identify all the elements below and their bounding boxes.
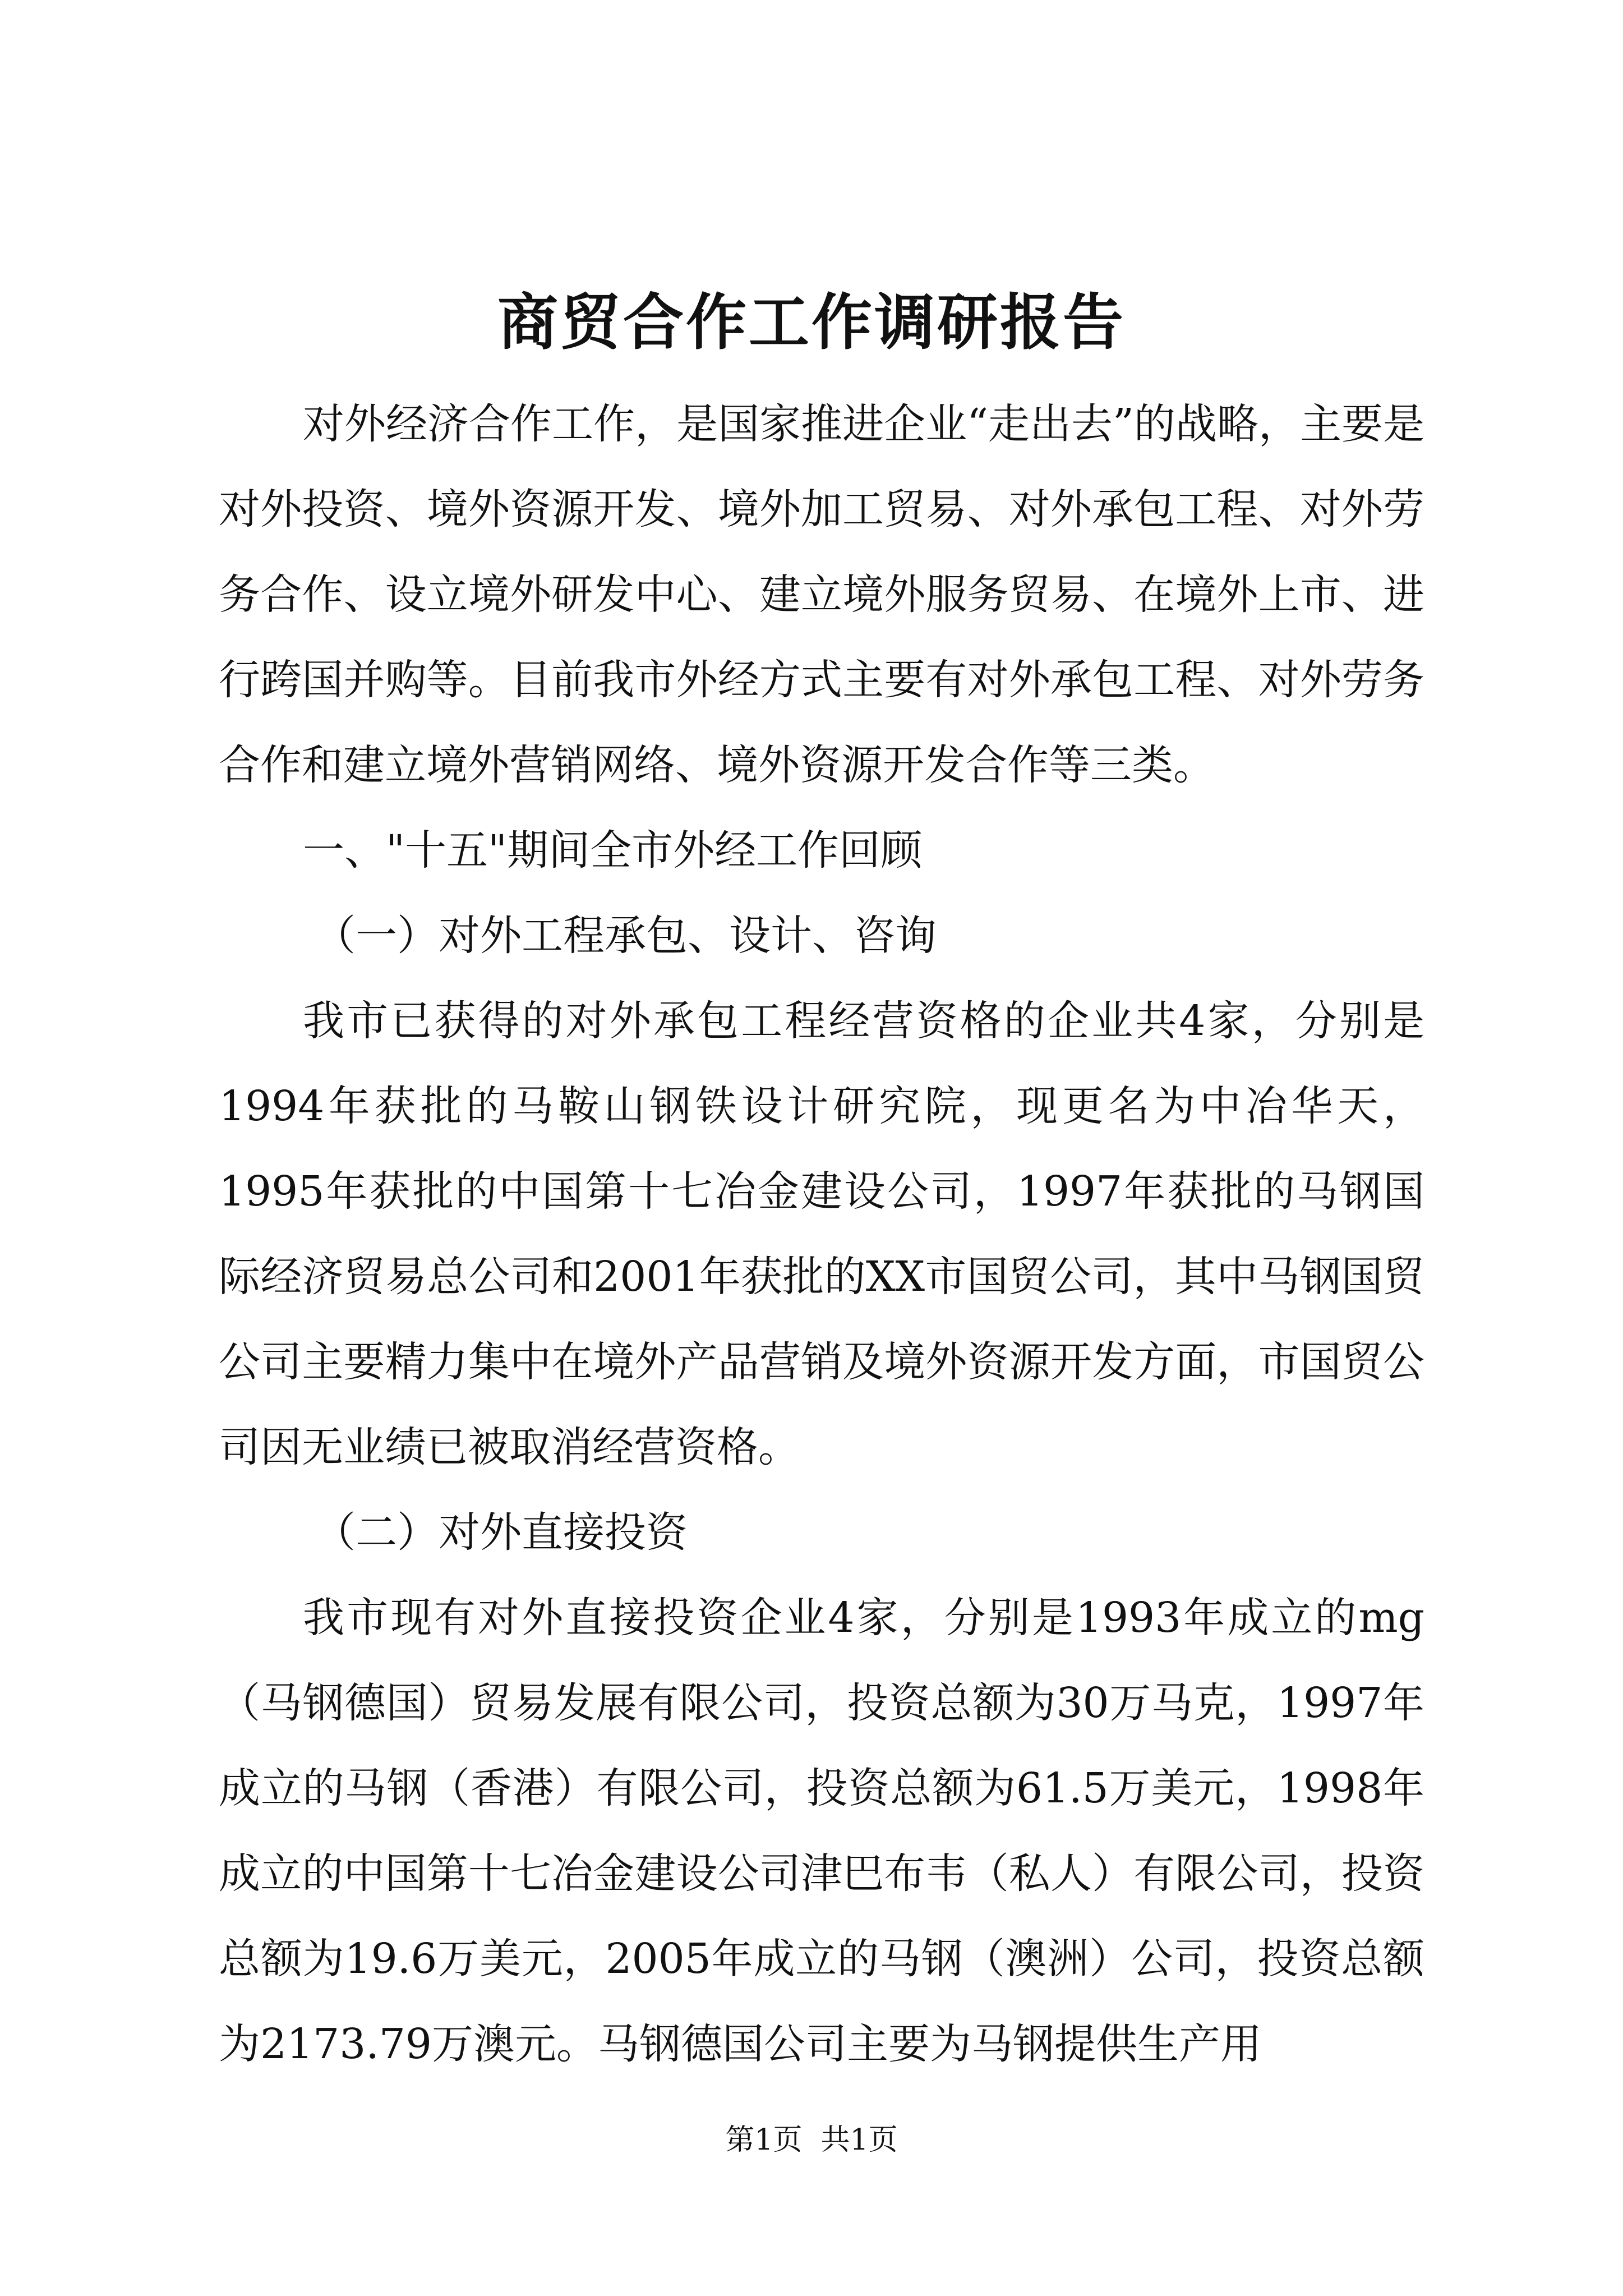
- subsection-heading-1: （一）对外工程承包、设计、咨询: [314, 912, 937, 960]
- document-body: [219, 381, 1424, 2087]
- page-footer: [0, 2120, 1623, 2160]
- investment-paragraph: 我市现有对外直接投资企业4家，分别是1993年成立的mg（马钢德国）贸易发展有限公司，投资总额为30万马克，1997年成立的马钢（香港）有限公司，投资总额为61.5万美元，1998年成立的中国第十七冶金建设公司津巴布韦（私人）有限公司，投资总额为19.6万美元，2005年成立的马钢（澳洲）公司，投资总额为2173.79万澳元。马钢德国公司主要为马钢提供生产用: [219, 1594, 1424, 2068]
- subsection-heading-2: （二）对外直接投资: [314, 1508, 688, 1557]
- section-heading: 一、"十五"期间全市外经工作回顾: [303, 826, 923, 875]
- contracting-paragraph: 我市已获得的对外承包工程经营资格的企业共4家，分别是1994年获批的马鞍山钢铁设计研究院，现更名为中冶华天，1995年获批的中国第十七冶金建设公司，1997年获批的马钢国际经济贸易总公司和2001年获批的XX市国贸公司，其中马钢国贸公司主要精力集中在境外产品营销及境外资源开发方面，市国贸公司因无业绩已被取消经营资格。: [219, 997, 1424, 1471]
- document-title: 商贸合作工作调研报告: [497, 287, 1126, 358]
- page-number-label: 第1页 共1页: [725, 2123, 898, 2157]
- intro-paragraph: 对外经济合作工作，是国家推进企业“走出去”的战略，主要是对外投资、境外资源开发、境外加工贸易、对外承包工程、对外劳务合作、设立境外研发中心、建立境外服务贸易、在境外上市、进行跨国并购等。目前我市外经方式主要有对外承包工程、对外劳务合作和建立境外营销网络、境外资源开发合作等三类。: [219, 400, 1424, 789]
